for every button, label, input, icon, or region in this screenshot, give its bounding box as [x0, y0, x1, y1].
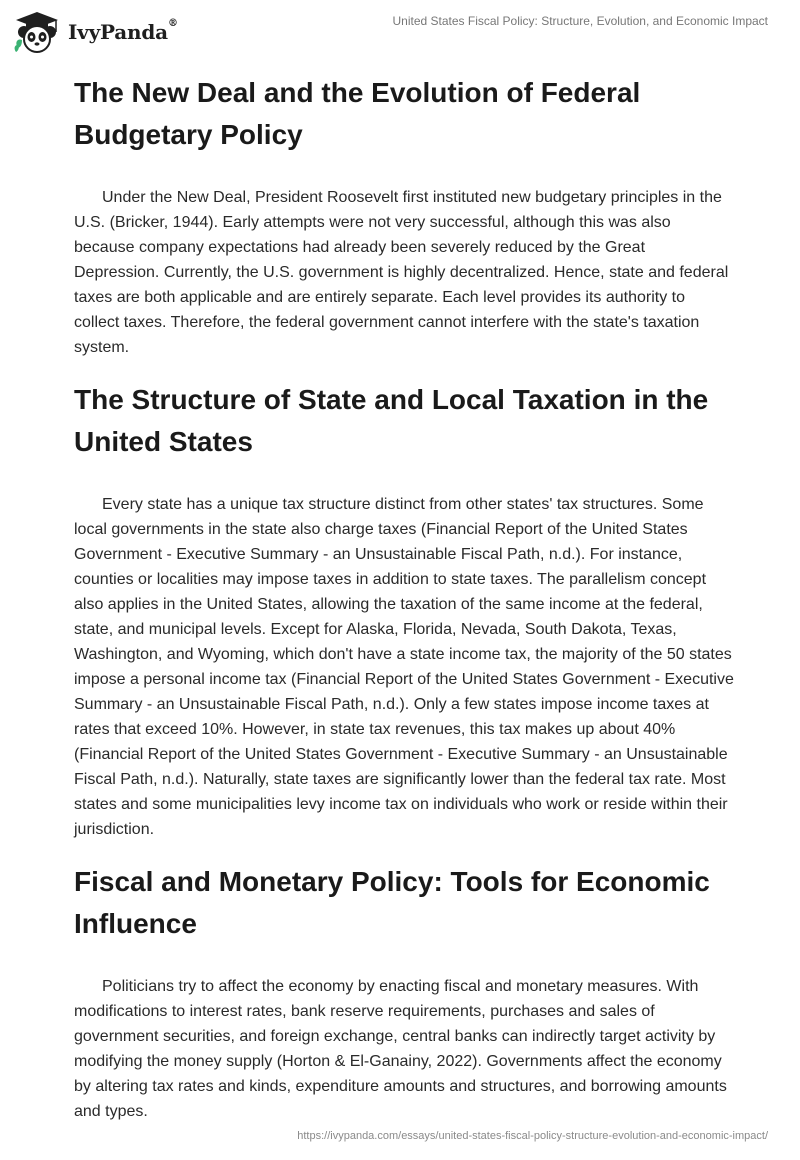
page-header	[0, 0, 800, 60]
essay-content	[74, 72, 734, 1124]
section-heading: Fiscal and Monetary Policy: Tools for Economic Influence	[74, 866, 710, 939]
section-paragraph: Every state has a unique tax structure distinct from other states' tax structures. Some local governments in the state also charge taxes (Financial Report of the United States Government - Executive Summary - an Unsustainable Fiscal Path, n.d.). For instance, counties or localities may impose taxes in addition to state taxes. The parallelism concept also applies in the United States, allowing the taxation of the same income at the federal, state, and municipal levels. Except for Alaska, Florida, Nevada, South Dakota, Texas, Washington, and Wyoming, which don't have a state income tax, the majority of the 50 states impose a personal income tax (Financial Report of the United States Government - Executive Summary - an Unsustainable Fiscal Path, n.d.). Only a few states impose income taxes at rates that exceed 10%. However, in state tax revenues, this tax makes up about 40% (Financial Report of the United States Government - Executive Summary - an Unsustainable Fiscal Path, n.d.). Naturally, state taxes are significantly lower than the federal tax rate. Most states and some municipalities levy income tax on individuals who work or reside within their jurisdiction.	[74, 496, 734, 838]
section-heading: The Structure of State and Local Taxation in the United States	[74, 384, 709, 457]
brand-name: IvyPanda®	[68, 18, 178, 44]
source-url-link[interactable]: https://ivypanda.com/essays/united-states-fiscal-policy-structure-evolution-and-economic-impact/	[297, 1130, 768, 1142]
section-paragraph: Politicians try to affect the economy by enacting fiscal and monetary measures. With modifications to interest rates, bank reserve requirements, purchases and sales of government securities, and foreign exchange, central banks can indirectly target activity by modifying the money supply (Horton & El-Ganainy, 2022). Governments affect the economy by altering tax rates and kinds, expenditure amounts and structures, and borrowing amounts and types.	[74, 978, 727, 1120]
section-heading: The New Deal and the Evolution of Federal Budgetary Policy	[74, 77, 641, 150]
document-title: United States Fiscal Policy: Structure, Evolution, and Economic Impact	[392, 14, 768, 28]
section-paragraph: Under the New Deal, President Roosevelt first instituted new budgetary principles in the U.S. (Bricker, 1944). Early attempts were not very successful, although this was also because company expectations had already been severely reduced by the Great Depression. Currently, the U.S. government is highly decentralized. Hence, state and federal taxes are both applicable and are entirely separate. Each level provides its authority to collect taxes. Therefore, the federal government cannot interfere with the state's taxation system.	[74, 189, 729, 356]
ivypanda-logo[interactable]	[12, 10, 178, 54]
panda-graduate-icon	[12, 10, 62, 54]
